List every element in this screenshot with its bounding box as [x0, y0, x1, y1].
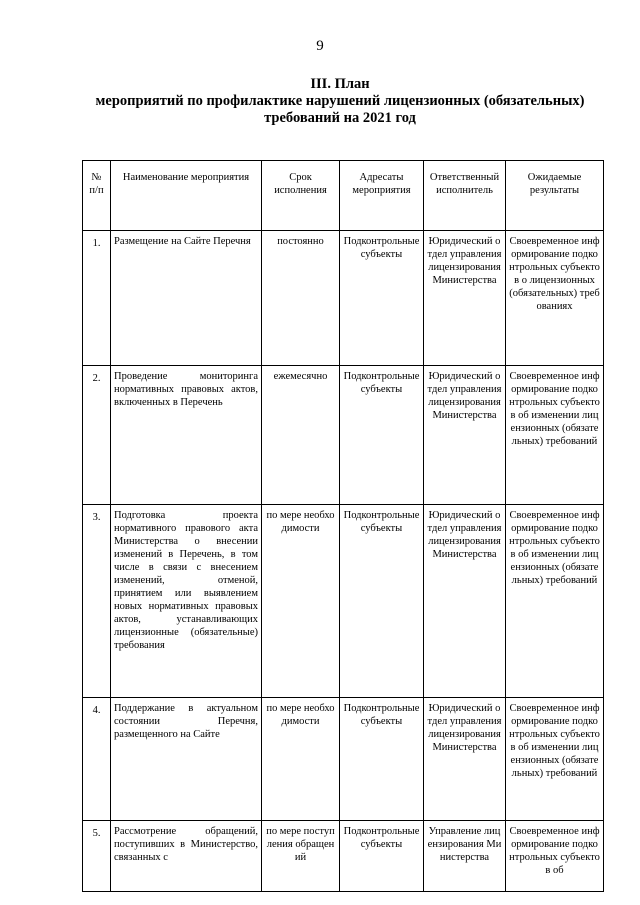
row-term: по мере необходимости: [262, 505, 340, 698]
row-result: Своевременное информирование подконтрольных субъектов о лицензионных (обязательных) требованиях: [506, 231, 604, 366]
header-name: Наименование мероприятия: [111, 161, 262, 231]
header-addressees: Адресаты мероприятия: [340, 161, 424, 231]
row-num: 2.: [83, 366, 111, 505]
page-number: 9: [316, 38, 324, 54]
row-num: 4.: [83, 698, 111, 821]
header-num: № п/п: [83, 161, 111, 231]
table-row: [83, 505, 604, 698]
row-addressees: Подконтрольные субъекты: [340, 366, 424, 505]
row-addressees: Подконтрольные субъекты: [340, 505, 424, 698]
heading-line-2: мероприятий по профилактике нарушений лицензионных (обязательных): [95, 93, 585, 109]
heading-line-1: III. План: [310, 76, 370, 92]
header-responsible: Ответственный исполнитель: [424, 161, 506, 231]
row-addressees: Подконтрольные субъекты: [340, 231, 424, 366]
row-num: 1.: [83, 231, 111, 366]
row-addressees: Подконтрольные субъекты: [340, 698, 424, 821]
row-num: 5.: [83, 821, 111, 892]
row-result: Своевременное информирование подконтрольных субъектов об: [506, 821, 604, 892]
row-term: по мере необходимости: [262, 698, 340, 821]
table-row: [83, 366, 604, 505]
row-responsible: Управление лицензирования Министерства: [424, 821, 506, 892]
table-row: [83, 821, 604, 892]
row-num: 3.: [83, 505, 111, 698]
heading-line-3: требований на 2021 год: [264, 110, 416, 126]
row-name: Подготовка проекта нормативного правового акта Министерства о внесении изменений в Перечень, в том числе в связи с внесением изменений, отменой, принятием или выявлением новых нормативных правовых актов, устанавливающих лицензионные (обязательные) требования: [111, 505, 262, 698]
row-responsible: Юридический отдел управления лицензирования Министерства: [424, 366, 506, 505]
header-term: Срок исполнения: [262, 161, 340, 231]
row-name: Поддержание в актуальном состоянии Перечня, размещенного на Сайте: [111, 698, 262, 821]
row-term: постоянно: [262, 231, 340, 366]
row-responsible: Юридический отдел управления лицензирования Министерства: [424, 698, 506, 821]
table-row: [83, 698, 604, 821]
row-responsible: Юридический отдел управления лицензирования Министерства: [424, 231, 506, 366]
row-result: Своевременное информирование подконтрольных субъектов об изменении лицензионных (обязательных) требований: [506, 505, 604, 698]
row-term: по мере поступления обращений: [262, 821, 340, 892]
row-addressees: Подконтрольные субъекты: [340, 821, 424, 892]
plan-table: [82, 160, 604, 892]
row-term: ежемесячно: [262, 366, 340, 505]
row-result: Своевременное информирование подконтрольных субъектов об изменении лицензионных (обязательных) требований: [506, 366, 604, 505]
row-responsible: Юридический отдел управления лицензирования Министерства: [424, 505, 506, 698]
table-row: [83, 231, 604, 366]
header-result: Ожидаемые результаты: [506, 161, 604, 231]
table-header-row: [83, 161, 604, 231]
row-name: Проведение мониторинга нормативных правовых актов, включенных в Перечень: [111, 366, 262, 505]
row-name: Рассмотрение обращений, поступивших в Министерство, связанных с: [111, 821, 262, 892]
row-result: Своевременное информирование подконтрольных субъектов об изменении лицензионных (обязательных) требований: [506, 698, 604, 821]
section-heading: [60, 76, 620, 127]
row-name: Размещение на Сайте Перечня: [111, 231, 262, 366]
